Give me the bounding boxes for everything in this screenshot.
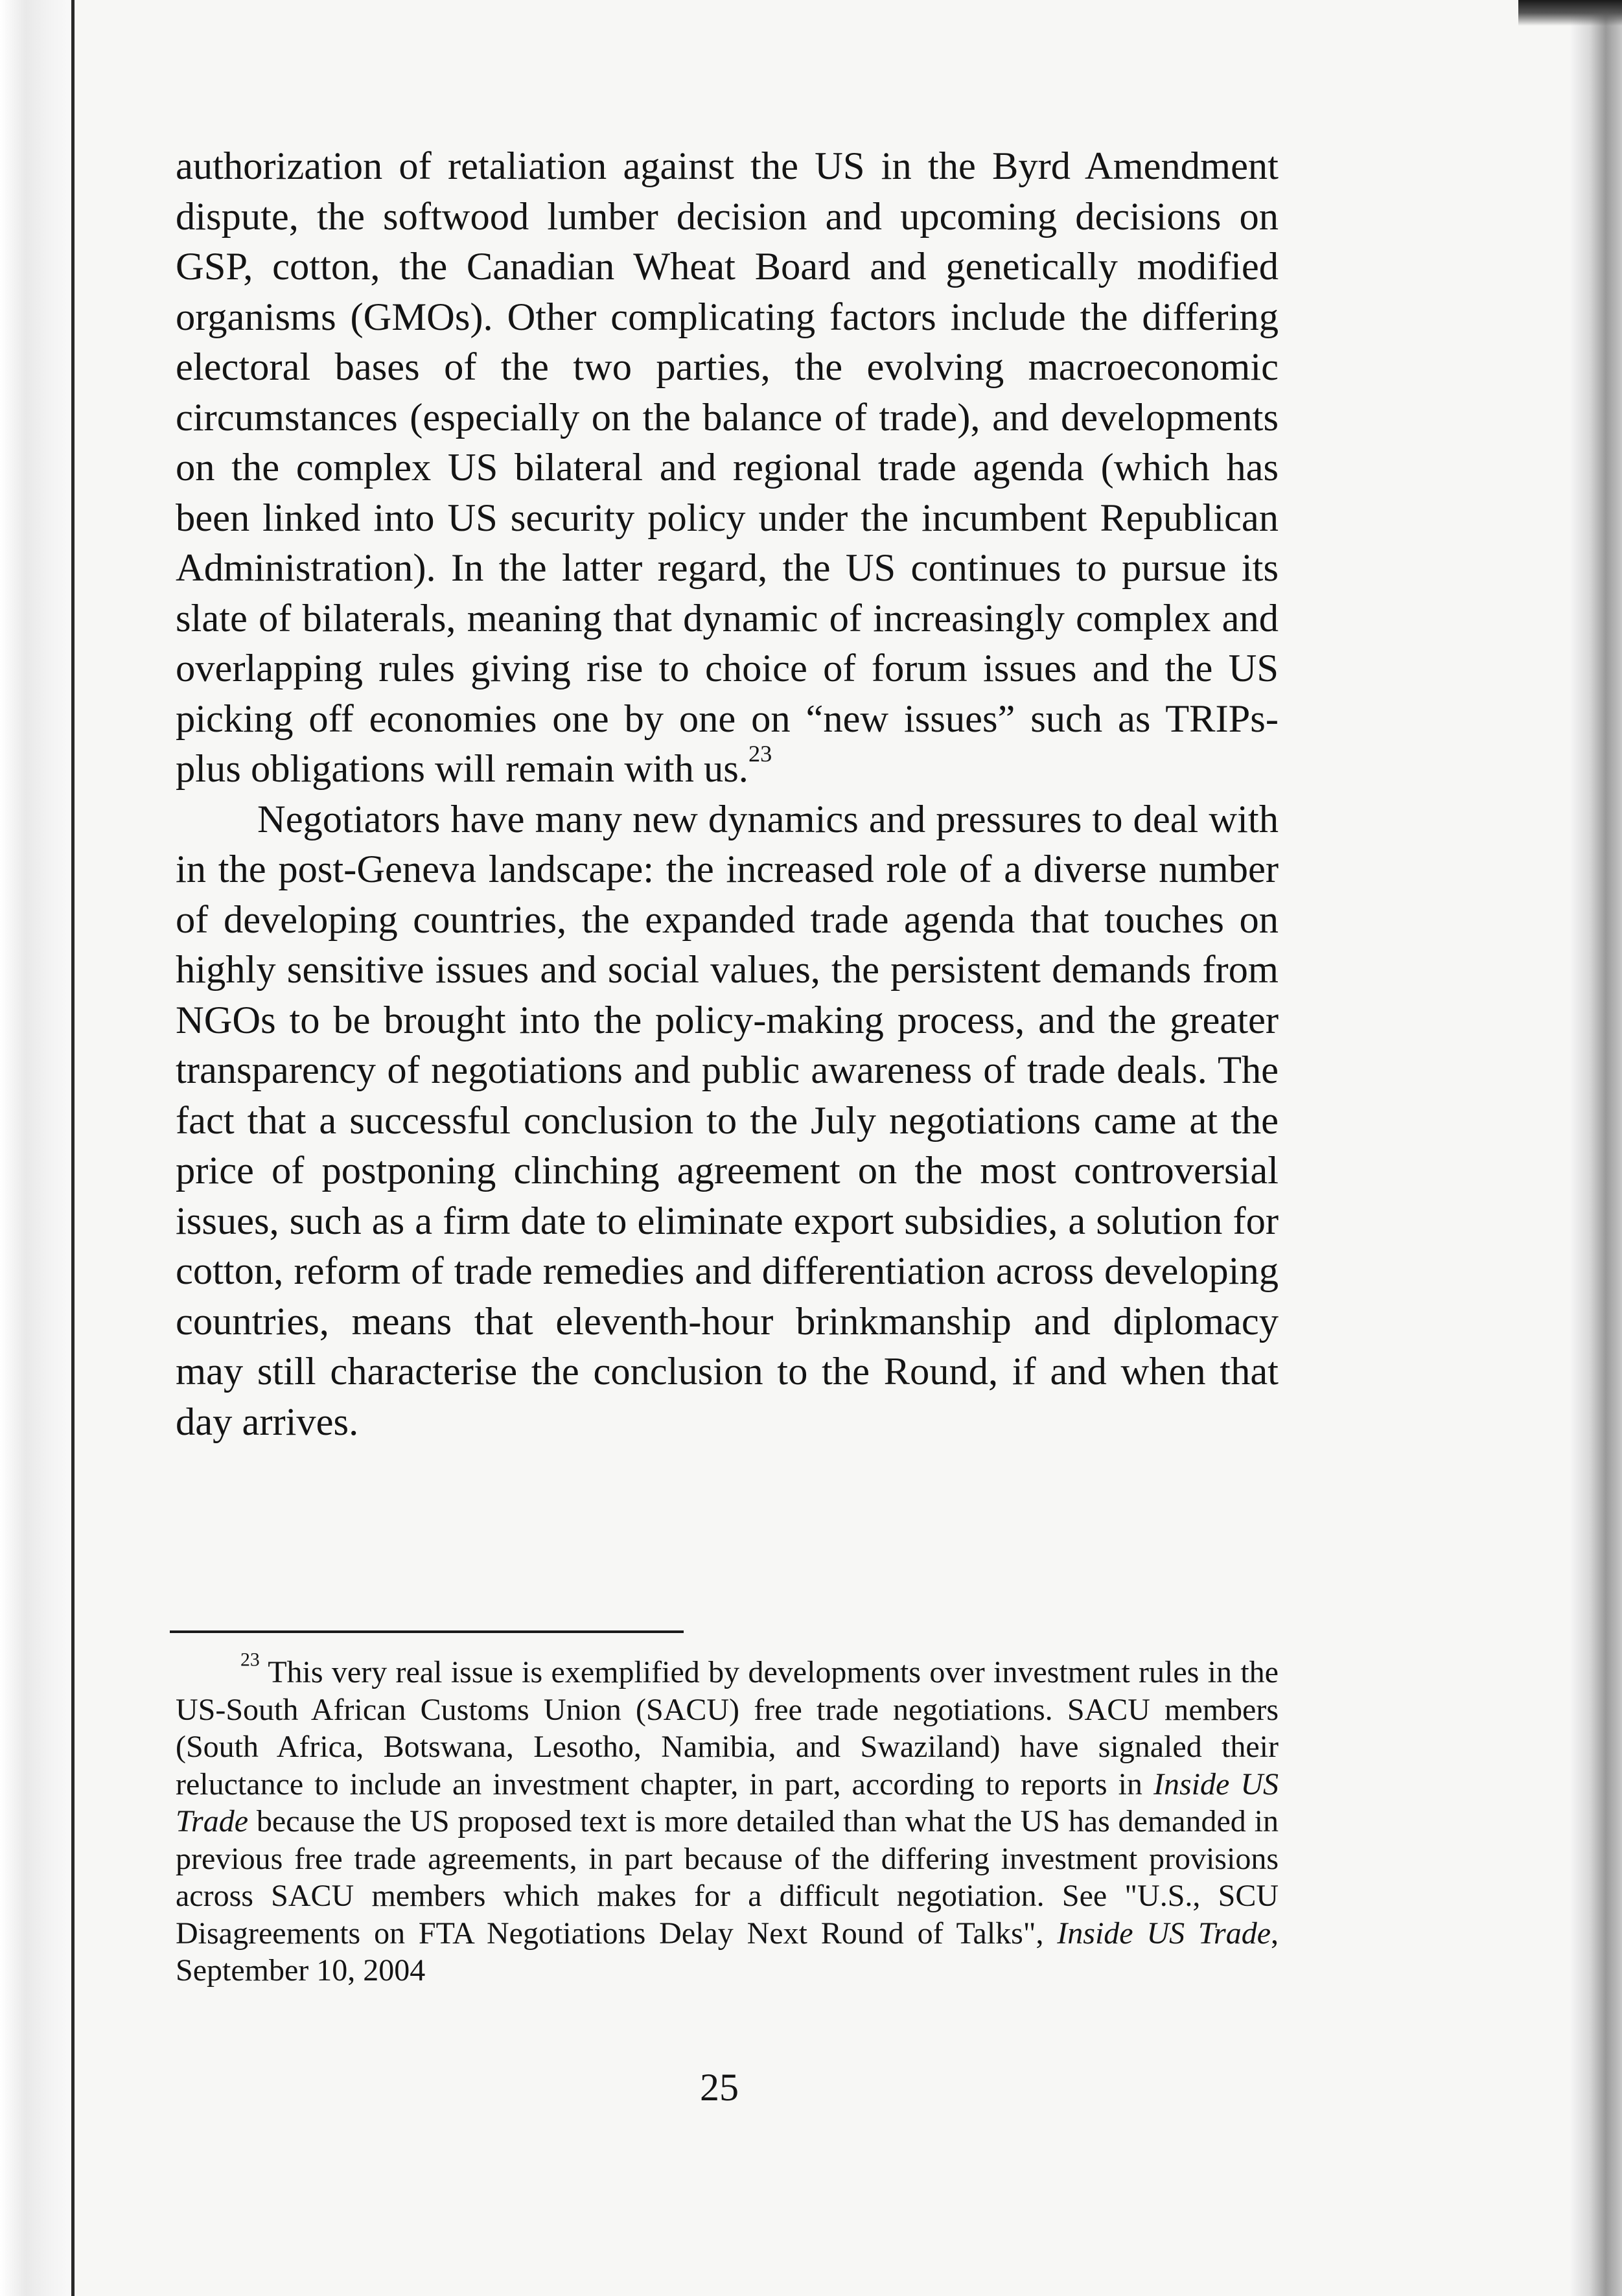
body-text — [176, 141, 1279, 1447]
footnote-number: 23 — [240, 1649, 260, 1671]
scan-left-margin — [0, 0, 76, 2296]
footnote-source-1: Inside US Trade — [176, 1767, 1279, 1838]
scan-corner-shadow — [1518, 0, 1622, 26]
footnote-text-1: This very real issue is exemplified by developments over investment rules in the US-South African Customs Union (SACU) free trade negotiations. SACU members (South Africa, Botswana, Lesotho, Namibia, and Swaziland) have signaled their reluctance to include an investment chapter, in part, according to reports in — [176, 1655, 1279, 1802]
scan-binding-line — [71, 0, 75, 2296]
footnote-source-2: Inside US Trade — [1057, 1916, 1271, 1951]
paragraph-2: Negotiators have many new dynamics and pressures to deal with in the post-Geneva landscape: the increased role of a diverse number of developing countries, the expanded trade agenda that touches on highly sensitive issues and social values, the persistent demands from NGOs to be brought into the policy-making process, and the greater transparency of negotiations and public awareness of trade deals. The fact that a successful conclusion to the July negotiations came at the price of postponing clinching agreement on the most controversial issues, such as a firm date to eliminate export subsidies, a solution for cotton, reform of trade remedies and differentiation across developing countries, means that eleventh-hour brinkmanship and diplomacy may still characterise the conclusion to the Round, if and when that day arrives. — [176, 797, 1279, 1444]
footnote-text-2: because the US proposed text is more detailed than what the US has demanded in previous free trade agreements, in part because of the differing investment provisions across SACU members which makes for a difficult negotiation. See "U.S., SCU Disagreements on FTA Negotiations Delay Next Round of Talks", — [176, 1804, 1279, 1951]
scan-right-edge — [1570, 0, 1622, 2296]
page-number: 25 — [700, 2066, 739, 2109]
footnote-text-3: , September 10, 2004 — [176, 1916, 1279, 1988]
paragraph-1-text: authorization of retaliation against the US in the Byrd Amendment dispute, the softwood lumber decision and upcoming decisions on GSP, cotton, the Canadian Wheat Board and genetically modified organisms (GMOs). Other complicating factors include the differing electoral bases of the two parties, the evolving macroeconomic circumstances (especially on the balance of trade), and developments on the complex US bilateral and regional trade agenda (which has been linked into US security policy under the incumbent Republican Administration). In the latter regard, the US continues to pursue its slate of bilaterals, meaning that dynamic of increasingly complex and overlapping rules giving rise to choice of forum issues and the US picking off economies one by one on “new issues” such as TRIPs-plus obligations will remain with us. — [176, 145, 1279, 791]
footnote-reference: 23 — [748, 741, 772, 767]
paragraph-1 — [176, 141, 1279, 794]
footnote-separator — [170, 1630, 684, 1633]
footnote-23 — [176, 1649, 1279, 1989]
